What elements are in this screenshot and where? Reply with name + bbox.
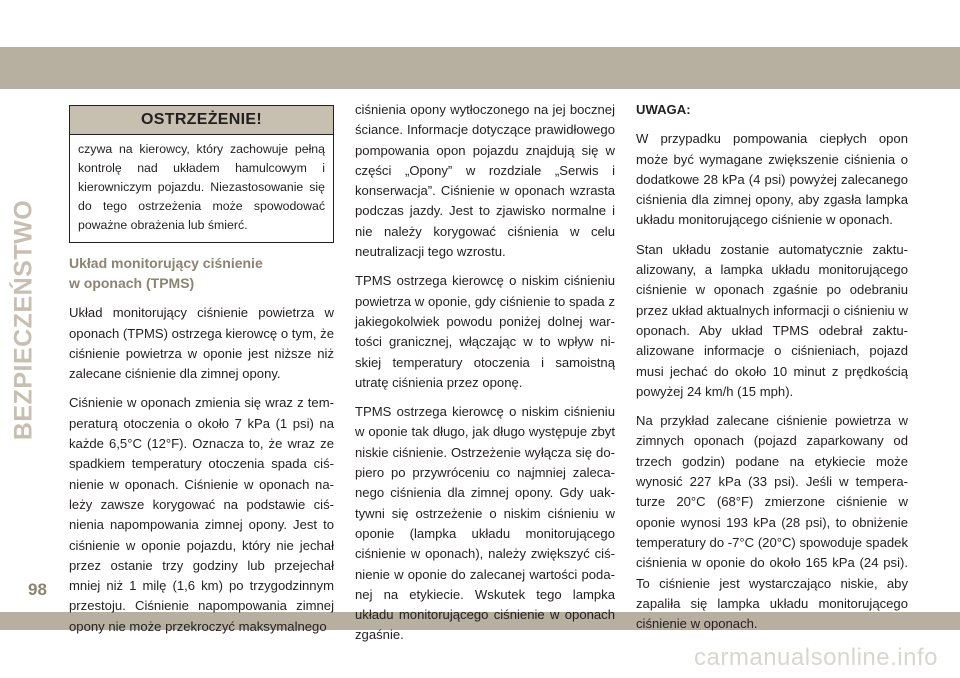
warning-box	[69, 105, 334, 243]
paragraph: Na przykład zalecane ciśnienie powietrza w zimnych oponach (pojazd zaparkowany od trzech godzin) podane na etykiecie może wynosić 227 kPa (33 psi). Jeśli w temperaturze 20°C (68°F) zmierzone ciśnienie w oponie wynosi 193 kPa (28 psi), to obniżenie temperatury do -7°C (20°C) spowoduje spadek ciśnienia w oponie do około 165 kPa (24 psi). To ciśnienie jest wystarczająco niskie, aby zapaliła się lampka układu monitorującego ciśnienie w oponach.	[636, 413, 908, 632]
warning-body: czywa na kierowcy, który zachowuje pełną kontrolę nad układem hamulcowym i kierowniczym pojazdu. Niezastosowanie się do tego ostrzeżenia może spowodować poważne obrażenia lub śmierć.	[78, 142, 325, 233]
section-heading	[69, 253, 334, 293]
page-number: 98	[28, 580, 47, 599]
chapter-title-text: BEZPIECZEŃSTWO	[9, 199, 38, 441]
column-middle	[355, 100, 615, 655]
header-band	[0, 47, 960, 89]
paragraph: Układ monitorujący ciśnienie powietrza w oponach (TPMS) ostrzega kierowcę o tym, że ciśnienie powietrza w oponie jest niższe niż zalecane ciśnienie dla zimnej opony.	[69, 305, 334, 382]
watermark-text: carmanualsonline.info	[694, 644, 938, 671]
section-heading-line: w oponach (TPMS)	[69, 275, 195, 292]
paragraph: ciśnienia opony wytłoczonego na jej bocznej ściance. Informacje dotyczące prawidłowego pompowania opon pojazdu znajdują się w części „Opony” w rozdziale „Serwis i konserwacja”. Ciśnienie w oponach wzrasta podczas jazdy. Jest to zjawisko normalne i nie należy korygować ciśnienia w celu neutralizacji tego wzrostu.	[355, 102, 615, 260]
paragraph: TPMS ostrzega kierowcę o niskim ciśnieniu w oponie tak długo, jak długo występuje zbyt niskie ciśnienie. Ostrzeżenie wyłącza się dopiero po przywróceniu co najmniej zalecanego ciśnienia dla zimnej opony. Gdy uaktywni się ostrzeżenie o niskim ciśnieniu w oponie (lampka układu monitorującego ciśnienie w oponach), należy zwiększyć ciśnienie w oponie do zalecanej wartości podanej na etykiecie. Wskutek tego lampka układu monitorującego ciśnienie w oponach zgaśnie.	[355, 404, 615, 643]
paragraph: TPMS ostrzega kierowcę o niskim ciśnieniu powietrza w oponie, gdy ciśnienie to spada z jakiegokolwiek powodu poniżej dolnej wartości granicznej, włączając w to wpływ niskiej temperatury otoczenia i samoistną utratę ciśnienia przez oponę.	[355, 273, 615, 390]
section-heading-line: Układ monitorujący ciśnienie	[69, 255, 263, 272]
column-right	[636, 100, 908, 643]
paragraph: W przypadku pompowania ciepłych opon może być wymagane zwiększenie ciśnienia o dodatkowe 28 kPa (4 psi) powyżej zalecanego ciśnienia dla zimnej opony, aby zgasła lampka układu monitorującego ciśnienie w oponach.	[636, 131, 908, 228]
paragraph: Ciśnienie w oponach zmienia się wraz z temperaturą otoczenia o około 7 kPa (1 psi) na każde 6,5°C (12°F). Oznacza to, że wraz ze spadkiem temperatury otoczenia spada ciśnienie w oponach. Ciśnienie w oponach należy zawsze korygować na podstawie ciśnienia napompowania zimnej opony. Jest to ciśnienie w oponie pojazdu, który nie jechał przez ostanie trzy godziny lub przejechał mniej niż 1 milę (1,6 km) po trzygodzinnym przestoju. Ciśnienie napompowania zimnej opony nie może przekroczyć maksymalnego	[69, 395, 334, 634]
warning-heading: OSTRZEŻENIE!	[70, 106, 333, 135]
paragraph: Stan układu zostanie automatycznie zaktualizowany, a lampka układu monitorującego ciśnienie w oponach zgaśnie po odebraniu przez układ aktualnych informacji o ciśnieniu w oponach. Aby układ TPMS odebrał zaktualizowane informacje o ciśnieniach, pojazd musi jechać do około 10 minut z prędkością powyżej 24 km/h (15 mph).	[636, 241, 908, 399]
column-left	[69, 97, 334, 646]
watermark	[0, 644, 960, 672]
note-label: UWAGA:	[636, 102, 691, 117]
